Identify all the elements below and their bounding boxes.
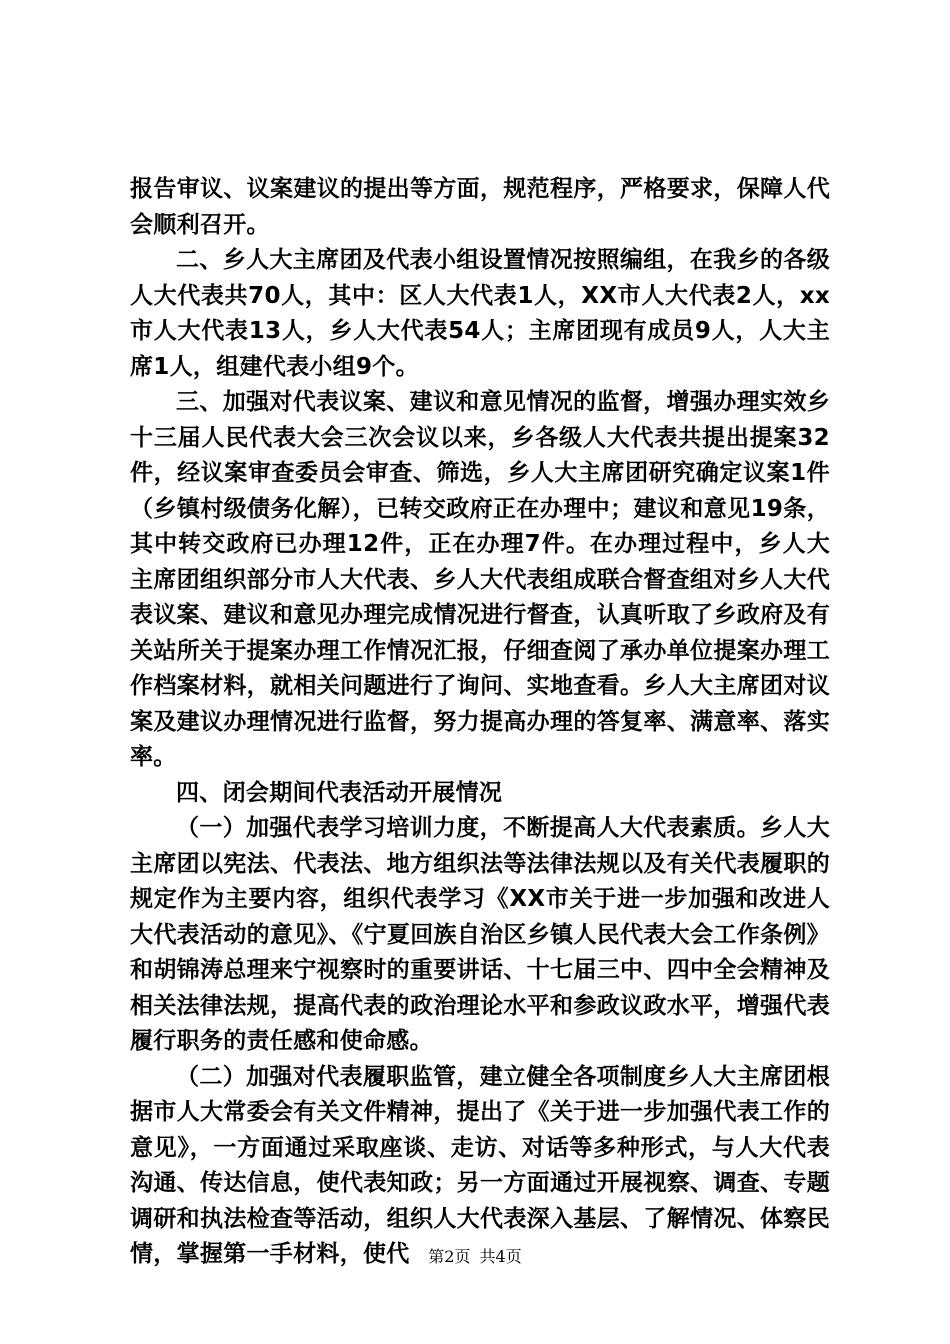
paragraph-section-four-heading: 四、闭会期间代表活动开展情况 xyxy=(176,779,503,806)
page-total: 共4页 xyxy=(479,1247,522,1266)
paragraph-section-two: 二、乡人大主席团及代表小组设置情况按照编组，在我乡的各级人大代表共70人，其中：区人大代表1人，XX市人大代表2人，xx市人大代表13人，乡人大代表54人；主席团现有成员9人，人大主席1人，组建代表小组9个。 xyxy=(130,247,830,380)
page-footer xyxy=(0,1244,950,1267)
paragraph-subsection-one: （一）加强代表学习培训力度，不断提高人大代表素质。乡人大主席团以宪法、代表法、地方组织法等法律法规以及有关代表履职的规定作为主要内容，组织代表学习《XX市关于进一步加强和改进人大代表活动的意见》、《宁夏回族自治区乡镇人民代表大会工作条例》和胡锦涛总理来宁视察时的重要讲话、十七届三中、四中全会精神及相关法律法规，提高代表的政治理论水平和参政议政水平，增强代表履行职务的责任感和使命感。 xyxy=(130,815,830,1054)
page-number: 第2页 xyxy=(428,1247,471,1266)
paragraph-continuation: 报告审议、议案建议的提出等方面，规范程序，严格要求，保障人代会顺利召开。 xyxy=(130,176,830,238)
paragraph-subsection-two: （二）加强对代表履职监管，建立健全各项制度乡人大主席团根据市人大常委会有关文件精神，提出了《关于进一步加强代表工作的意见》，一方面通过采取座谈、走访、对话等多种形式，与人大代表沟通、传达信息，使代表知政；另一方面通过开展视察、调查、专题调研和执法检查等活动，组织人大代表深入基层、了解情况、体察民情，掌握第一手材料，使代 xyxy=(130,1063,830,1267)
document-body xyxy=(130,172,830,1273)
paragraph-section-three: 三、加强对代表议案、建议和意见情况的监督，增强办理实效乡十三届人民代表大会三次会议以来，乡各级人大代表共提出提案32件，经议案审查委员会审查、筛选，乡人大主席团研究确定议案1件（乡镇村级债务化解），已转交政府正在办理中；建议和意见19条，其中转交政府已办理12件，正在办理7件。在办理过程中，乡人大主席团组织部分市人大代表、乡人大代表组成联合督查组对乡人大代表议案、建议和意见办理完成情况进行督查，认真听取了乡政府及有关站所关于提案办理工作情况汇报，仔细查阅了承办单位提案办理工作档案材料，就相关问题进行了询问、实地查看。乡人大主席团对议案及建议办理情况进行监督，努力提高办理的答复率、满意率、落实率。 xyxy=(130,389,830,770)
